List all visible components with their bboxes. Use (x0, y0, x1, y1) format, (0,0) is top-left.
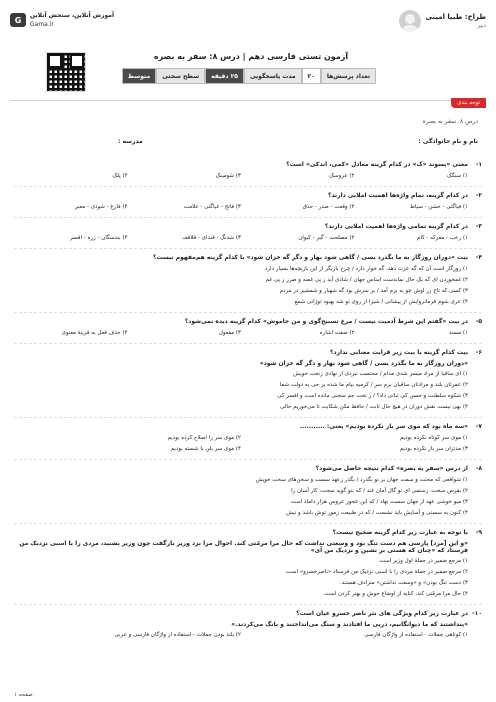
question-text: «سه ماه بود که موی سر باز نکرده بودیم» یعنی: ........... (299, 423, 468, 430)
question-text: در بیت «گفتم این شرط آدمیت نیست / مرغ تسبیح‌گوی و من خاموش» کدام گزینه دیده نمی‌شود؟ (184, 318, 468, 325)
qr-code-icon (46, 52, 86, 92)
question-number: ۸- (475, 465, 482, 472)
option[interactable]: ۳) دست تنگ بودن» و «وسعت نداشتن» مترادف هستند. (339, 580, 468, 586)
question-separator (14, 186, 482, 187)
option[interactable]: ۳) شدنگ - قندای - قلاقف (181, 235, 241, 241)
option[interactable]: ۴) فارغ - شوذی - معبر (74, 204, 128, 210)
option[interactable]: ۴) عری شوم فرمانروایش از پیشانی / شیرا از روی تو شد بهبود توژانی شمع (294, 299, 468, 305)
question-10 (14, 609, 482, 639)
school-label: مدرسه : (118, 138, 143, 145)
option[interactable]: ۴) بهی نیست نقش دوران در هیچ حال ثابت / حافظ مکن شکایت تا می‌خوریم حالی (280, 404, 468, 410)
option[interactable]: ۴) بندسگان - زره - اقسر (69, 235, 128, 241)
option[interactable]: ۲) بلند بودن جملات - استفاده از واژگان فارسی و عربی (114, 632, 241, 638)
lesson-line: درس ۸: سفر به بصره (422, 118, 478, 125)
option[interactable]: ۱) ای ساقیا از مراد میسر شدی مدام / محتسب نبردی از نهادی زنخت خویش (293, 371, 468, 377)
option[interactable]: ۳) مدتزان سر باز نکرده بودیم (399, 446, 468, 452)
option[interactable]: ۲) غمخوردن ای که یک حال نماندست اساس جهان / شادی آید ز پی غصه و ضرر ز پی غم (265, 277, 468, 283)
question-verse: «دوران روزگار به ما بگذرد بسی / گاهی شود بهار و دگر گه خزان شود» (259, 360, 468, 367)
question-number: ۹- (475, 529, 482, 536)
question-4 (14, 253, 482, 306)
designer-name: طراح: طبیا امینی (425, 13, 486, 21)
option[interactable]: ۲) وقعت - صدر - حذق (302, 204, 355, 210)
notice-badge: توجه بندی (451, 98, 486, 108)
question-7 (14, 422, 482, 453)
question-separator (14, 217, 482, 218)
option[interactable]: ۱) کوتاهی جملات - استفاده از واژگان فارسی (364, 632, 468, 638)
question-text: از درس «سفر به بصره» کدام نتیجه حاصل می‌شود؟ (315, 465, 468, 472)
option[interactable]: ۱) روزگار است آن که گه عزت دهد، گه خوار دارد / چرخ بازیگر از این بازیچه‌ها بسیار دارد (264, 266, 468, 272)
avatar-icon (399, 10, 421, 32)
option[interactable]: ۳) مفعول (218, 330, 241, 336)
option[interactable]: ۲) عمرتان بلند و مرادتان ساقیان بزم سر / کرمیه بیام ما شده پر حی به دولت شما (279, 382, 468, 388)
question-list (14, 160, 482, 645)
page-number: صفحه ۱ (14, 692, 33, 698)
option[interactable]: ۳) کسی که تاج زر اوش چو به بزم آمد / بر سرش بود گه شهبار و شمشیر در مردم (279, 288, 468, 294)
option[interactable]: ۳) فاتح - غیاگتی - علامت (183, 204, 241, 210)
question-number: ۴- (475, 254, 482, 261)
option[interactable]: ۲) بفرس سخت، زستمی ای تو گال آمان غند / که بتو گوید سخت، کار آسان را (291, 488, 468, 494)
question-number: ۶- (475, 349, 482, 356)
option[interactable]: ۴) حذف فعل به قرینهٔ معنوی (61, 330, 128, 336)
brand-block (10, 12, 114, 28)
exam-meta (122, 68, 376, 84)
question-text: در عبارت زیر کدام ویژگی های نثر ناصر خسرو عیان است؟ (296, 610, 468, 617)
option[interactable]: ۳) شومینک (215, 173, 241, 179)
question-verse: «پنداشتند که ما دیوانگانیم، دریی ما افتادند و سنگ می‌انداختند و بانگ می‌کردند.» (231, 621, 468, 628)
option[interactable]: ۱) شوافعی که محنت و سمت جهان بر تو بگذرد / بگذر زعهد سست و سخن‌های سخت خویش (255, 477, 468, 483)
option[interactable]: ۲) عروسک (329, 173, 355, 179)
question-text: در کدام گزینه، تمام واژه‌ها اهمیت املایی دارند؟ (327, 192, 468, 199)
option[interactable]: ۱) موی سر کوتاه نکرده بودیم (399, 435, 468, 441)
designer-block (399, 10, 486, 32)
option[interactable]: ۱) فیاگتی - خشن - سیاط (409, 204, 468, 210)
question-number: ۷- (475, 423, 482, 430)
option[interactable]: ۲) مرجع ضمیر در جملهٔ مردی را با اسبی نزدیک من فرستاد «ناصرخسرو» است. (284, 569, 468, 575)
question-3 (14, 222, 482, 242)
question-5 (14, 317, 482, 337)
option[interactable]: ۲) صفت اشاره (319, 330, 355, 336)
question-number: ۵- (475, 318, 482, 325)
question-text: معنی «پسوند «ک» در کدام گزینه معادل «کمی، اندکی» است؟ (286, 161, 468, 168)
question-separator (14, 523, 482, 524)
question-separator (14, 604, 482, 605)
option[interactable]: ۴) حال مرا مرمّتی کند، کنایه از اوضاع خوش و بهتر کردن است. (322, 591, 468, 597)
option[interactable]: ۴) کنون به سستی و آسایش باید نشست / که در طبیعت زمور توش باشد و نیش (286, 510, 468, 516)
questions-count-value: ۲۰ (302, 68, 321, 84)
option[interactable]: ۳) میو خوشی عهد از جهان سست نهاد / که این عجوز عروس هزار داماد است (290, 499, 468, 505)
question-text: بیت «دوران روزگار به ما بگذرد بسی / گاهی شود بهار و دگر گه خزان شود» با کدام گزینه هم‌مفهوم نیست؟ (153, 254, 468, 261)
question-number: ۳- (475, 223, 482, 230)
duration-label: مدت پاسخگویی (244, 68, 302, 84)
designer-role: دبیر (477, 23, 486, 29)
question-number: ۱۰- (472, 610, 482, 617)
question-separator (14, 459, 482, 460)
option[interactable]: ۱) مرجع ضمیر در جملهٔ اول وزیر است. (377, 558, 468, 564)
option[interactable]: ۲) موی سر را اصلاح کرده بودیم (167, 435, 241, 441)
option[interactable]: ۱) رعب - معرکه - کام (416, 235, 468, 241)
question-separator (14, 417, 482, 418)
header-divider (10, 100, 486, 101)
question-text: در کدام گزینه تمامی واژه‌ها اهمیت املایی دارند؟ (324, 223, 468, 230)
question-2 (14, 191, 482, 211)
option[interactable]: ۲) مصلحت - گبر - کیوان (298, 235, 355, 241)
option[interactable]: ۱) سنگک (446, 173, 468, 179)
difficulty-label: سطح سختی (156, 68, 205, 84)
exam-header (10, 10, 486, 96)
question-separator (14, 248, 482, 249)
question-text: بیت کدام گزینه با بیت زیر قرابت معنایی ندارد؟ (330, 349, 468, 356)
duration-value: ۲۵ دقیقه (205, 68, 244, 84)
question-1 (14, 160, 482, 180)
brand-name: آموزش آنلاین، سنجش آنلاین (30, 12, 115, 19)
option[interactable]: ۳) شکوه سلطنت و حسن کی ثباتی داد؟ / ز تخت جم سخنی مانده است و افسر کی (277, 393, 468, 399)
question-number: ۲- (475, 192, 482, 199)
option[interactable]: ۴) پلک (112, 173, 128, 179)
exam-title: آزمون تستی فارسی دهم | درس ۸: سفر به بصره (153, 52, 349, 61)
student-info-row (18, 138, 478, 145)
question-8 (14, 464, 482, 517)
option[interactable]: ۴) موی سر بلن با شسته بودیم (170, 446, 241, 452)
question-text: با توجه به عبارت زیر کدام گزینه صحیح نیست؟ (332, 529, 468, 536)
questions-count-label: تعداد پرسش‌ها (321, 68, 376, 84)
question-separator (14, 343, 482, 344)
brand-site: Gama.ir (30, 21, 54, 28)
question-6 (14, 348, 482, 411)
option[interactable]: ۱) مسند (448, 330, 468, 336)
student-name-label: نام و نام خانوادگی : (418, 138, 478, 145)
difficulty-value: متوسط (122, 68, 156, 84)
question-9 (14, 528, 482, 598)
question-verse: «و این [مرد] پارسی هم دست تنگ بود و وسعتی نداشت که حال مرا مرمّتی کند. احوال مرا نزد وزیر بازگفت چون وزیر بشنید، مردی را با اسبی نزدیک من فرستاد که «چنان که هستی بر نشین و نزدیک من آی» (19, 540, 468, 554)
question-separator (14, 312, 482, 313)
brand-logo: G (10, 13, 26, 27)
question-number: ۱- (475, 161, 482, 168)
